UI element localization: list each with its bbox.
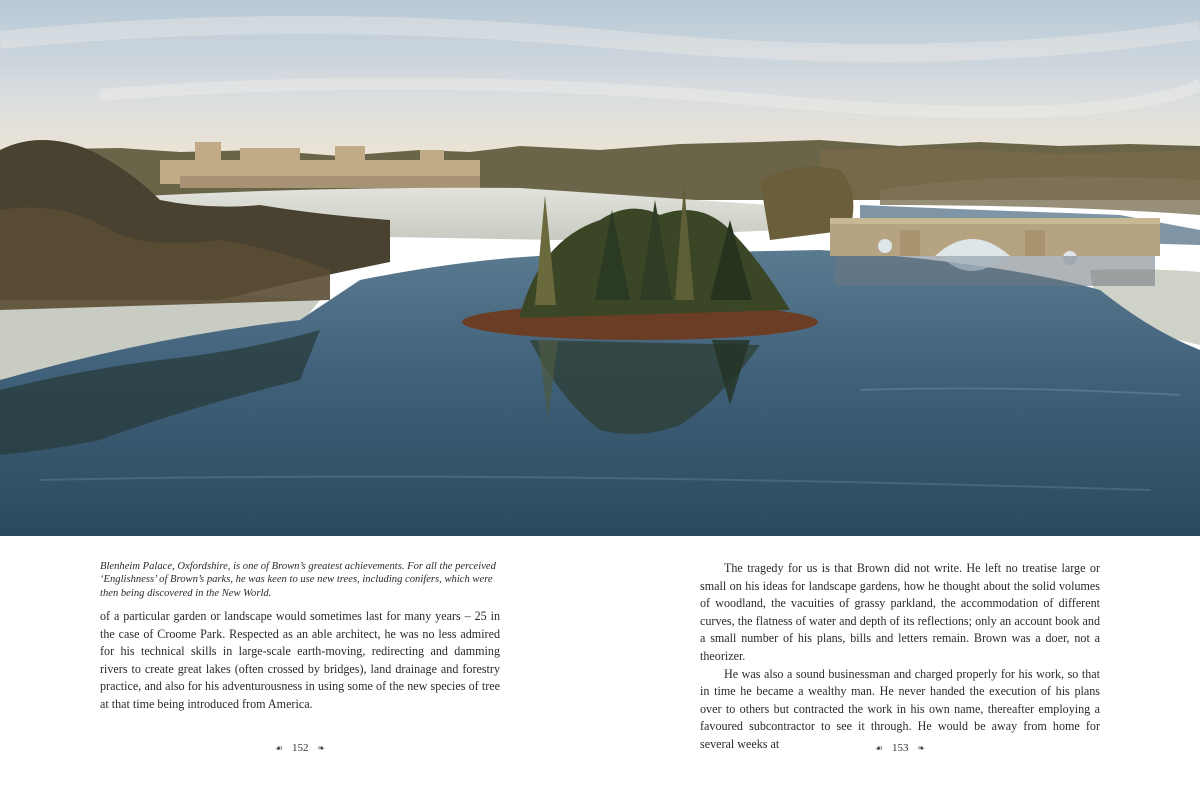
right-page-body [700, 560, 1100, 754]
folio-ornament-left-icon: ☙ [874, 743, 884, 753]
page-number-right [860, 742, 940, 754]
page-number-left [260, 742, 340, 754]
left-page-body [100, 608, 500, 714]
folio-ornament-right-icon: ❧ [917, 743, 926, 753]
right-paragraph-1: The tragedy for us is that Brown did not write. He left no treatise large or small on his ideas for landscape gardens, how he thought about the solid volumes of woodland, the vacuities of grassy parkland, the accommodation of different curves, the flatness of water and depth of its reflections; only an account book and a small number of his plans, bills and letters remain. Brown was a doer, not a theorizer. [700, 561, 1100, 663]
bridge [830, 218, 1160, 286]
page-number-text: 153 [892, 742, 909, 754]
page-number-text: 152 [292, 742, 309, 754]
folio-ornament-left-icon: ☙ [274, 743, 284, 753]
right-paragraph-2: He was also a sound businessman and charged properly for his work, so that in time he became a wealthy man. He never handed the execution of his plans over to others but contracted the work in his own name, thereafter employing a favoured subcontractor to see it through. He would be away from home for several weeks at [700, 666, 1100, 751]
left-paragraph-1: of a particular garden or landscape would sometimes last for many years – 25 in the case of Croome Park. Respected as an able architect, he was no less admired for his technical skills in large-scale earth-moving, redirecting and damming rivers to create great lakes (often crossed by bridges), land drainage and forestry practice, and also for his adventurousness in using some of the new species of tree at that time being introduced from America. [100, 609, 500, 711]
folio-ornament-right-icon: ❧ [317, 743, 326, 753]
photo-caption: Blenheim Palace, Oxfordshire, is one of Brown’s greatest achievements. For all the perceived ‘Englishness’ of Brown’s parks, he was keen to use new trees, including conifers, which were then being discovered in the New World. [100, 561, 496, 599]
